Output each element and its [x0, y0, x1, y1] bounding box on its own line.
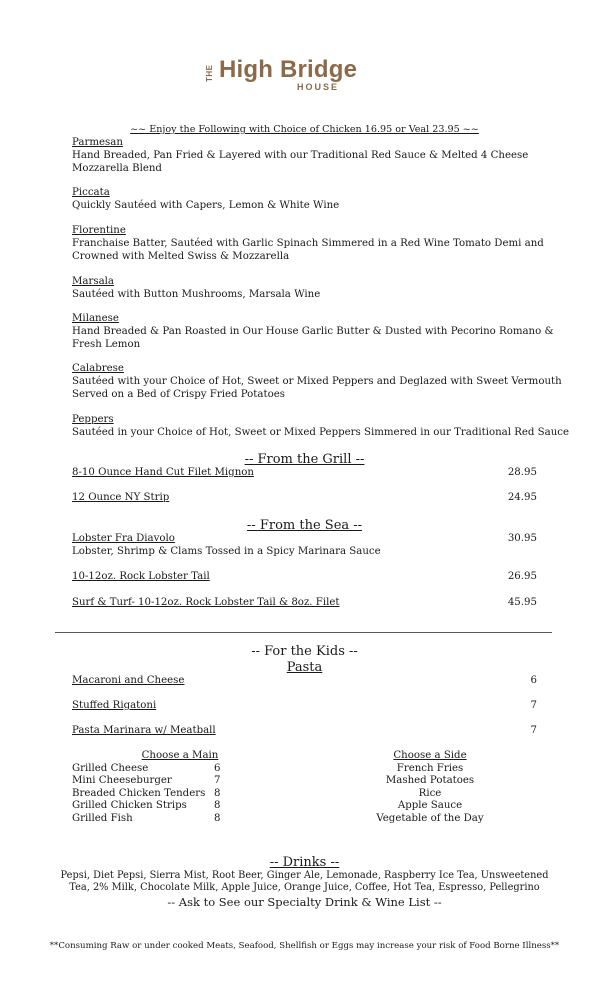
grill-item-price: 24.95	[507, 492, 537, 503]
entree-name: Parmesan	[72, 137, 123, 148]
logo-the: THE	[205, 64, 214, 82]
section-divider	[55, 632, 552, 633]
kids-main-name: Grilled Fish	[72, 813, 133, 824]
entree-desc: Quickly Sautéed with Capers, Lemon & White Wine	[72, 200, 340, 211]
entree-name: Calabrese	[72, 363, 124, 374]
entree-desc: Hand Breaded & Pan Roasted in Our House Garlic Butter & Dusted with Pecorino Romano &	[72, 326, 554, 337]
entree-name: Peppers	[72, 414, 114, 425]
drinks-list: Pepsi, Diet Pepsi, Sierra Mist, Root Beer, Ginger Ale, Lemonade, Raspberry Ice Tea, Unsweetened	[60, 870, 549, 881]
entree-desc: Franchaise Batter, Sautéed with Garlic Spinach Simmered in a Red Wine Tomato Demi and	[72, 238, 544, 249]
grill-item-name: 8-10 Ounce Hand Cut Filet Mignon	[72, 467, 254, 478]
entree-desc: Crowned with Melted Swiss & Mozzarella	[72, 251, 290, 262]
section-heading-grill: -- From the Grill --	[244, 452, 365, 467]
entree-desc: Served on a Bed of Crispy Fried Potatoes	[72, 389, 285, 400]
kids-pasta-name: Stuffed Rigatoni	[72, 700, 157, 711]
food-safety-disclaimer: **Consuming Raw or under cooked Meats, Seafood, Shellfish or Eggs may increase your risk of Food Borne Illness**	[49, 941, 560, 951]
kids-main-price: 8	[214, 813, 221, 824]
sea-item-price: 45.95	[507, 597, 537, 608]
entree-name: Florentine	[72, 225, 126, 236]
kids-pasta-name: Pasta Marinara w/ Meatball	[72, 725, 216, 736]
kids-pasta-price: 7	[530, 700, 537, 711]
entree-desc: Sautéed in your Choice of Hot, Sweet or Mixed Peppers Simmered in our Traditional Red Sauce	[72, 427, 570, 438]
logo-name: High Bridge	[219, 56, 358, 83]
kids-main-name: Breaded Chicken Tenders	[72, 788, 206, 799]
kids-side-item: Vegetable of the Day	[376, 813, 484, 824]
logo-house: HOUSE	[297, 82, 340, 92]
kids-pasta-price: 7	[530, 725, 537, 736]
sea-item-price: 26.95	[507, 571, 537, 582]
entree-desc: Hand Breaded, Pan Fried & Layered with our Traditional Red Sauce & Melted 4 Cheese	[72, 150, 529, 161]
specialty-drinks-note: -- Ask to See our Specialty Drink & Wine List --	[167, 895, 442, 909]
section-heading-kids: -- For the Kids --	[251, 644, 358, 659]
kids-main-name: Grilled Cheese	[72, 763, 149, 774]
section-heading-drinks: -- Drinks --	[269, 855, 340, 870]
entree-name: Piccata	[72, 187, 110, 198]
sea-item-desc: Lobster, Shrimp & Clams Tossed in a Spicy Marinara Sauce	[72, 546, 381, 557]
restaurant-logo	[205, 56, 405, 96]
grill-item-name: 12 Ounce NY Strip	[72, 492, 170, 503]
sea-item-name: 10-12oz. Rock Lobster Tail	[72, 571, 210, 582]
kids-pasta-heading: Pasta	[286, 660, 323, 675]
kids-side-item: Rice	[418, 788, 442, 799]
grill-item-price: 28.95	[507, 467, 537, 478]
entree-desc: Sautéed with Button Mushrooms, Marsala Wine	[72, 289, 321, 300]
kids-main-heading: Choose a Main	[141, 750, 219, 761]
intro-line: ~~ Enjoy the Following with Choice of Chicken 16.95 or Veal 23.95 ~~	[130, 124, 479, 135]
entree-name: Milanese	[72, 313, 119, 324]
kids-pasta-price: 6	[530, 675, 537, 686]
sea-item-name: Lobster Fra Diavolo	[72, 533, 175, 544]
kids-main-price: 6	[214, 763, 221, 774]
section-heading-sea: -- From the Sea --	[246, 518, 363, 533]
kids-side-heading: Choose a Side	[393, 750, 467, 761]
drinks-list: Tea, 2% Milk, Chocolate Milk, Apple Juice, Orange Juice, Coffee, Hot Tea, Espresso, Pellegrino	[69, 882, 540, 893]
kids-main-price: 8	[214, 788, 221, 799]
sea-item-name: Surf & Turf- 10-12oz. Rock Lobster Tail & 8oz. Filet	[72, 597, 340, 608]
kids-main-name: Mini Cheeseburger	[72, 775, 172, 786]
kids-pasta-name: Macaroni and Cheese	[72, 675, 185, 686]
entree-desc: Fresh Lemon	[72, 339, 141, 350]
entree-name: Marsala	[72, 276, 115, 287]
entree-desc: Mozzarella Blend	[72, 163, 162, 174]
sea-item-price: 30.95	[507, 533, 537, 544]
kids-side-item: French Fries	[396, 763, 464, 774]
kids-side-item: Apple Sauce	[397, 800, 463, 811]
entree-desc: Sautéed with your Choice of Hot, Sweet or Mixed Peppers and Deglazed with Sweet Vermouth	[72, 376, 562, 387]
kids-main-name: Grilled Chicken Strips	[72, 800, 187, 811]
kids-side-item: Mashed Potatoes	[385, 775, 475, 786]
kids-main-price: 8	[214, 800, 221, 811]
kids-main-price: 7	[214, 775, 221, 786]
